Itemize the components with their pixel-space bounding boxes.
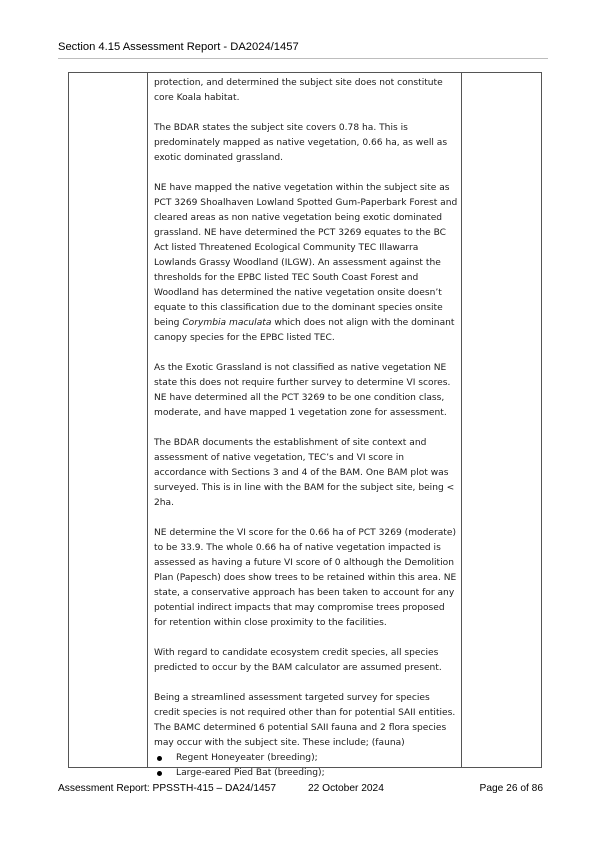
footer-page-number: Page 26 of 86 [479, 783, 543, 794]
paragraph-native-vegetation-tail: which does not align with the dominant canopy species for the EPBC listed TEC. [154, 318, 455, 343]
header-divider [58, 58, 548, 59]
fauna-bullet-list [154, 751, 458, 781]
species-name-italic: Corymbia maculata [182, 318, 272, 328]
paragraph-exotic-grassland: As the Exotic Grassland is not classified as native vegetation NE state this does not require further survey to determine VI scores. NE have determined all the PCT 3269 to be one condition class, moderate, and have mapped 1 vegetation zone for assessment. [154, 363, 451, 418]
table-column-divider-left [147, 73, 148, 767]
bullet-icon [157, 756, 162, 761]
list-item [154, 766, 458, 781]
paragraph-koala-habitat: protection, and determined the subject site does not constitute core Koala habitat. [154, 78, 443, 103]
list-item-text: Regent Honeyeater (breeding); [176, 753, 318, 763]
table-body-cell [154, 76, 458, 781]
bullet-icon [157, 771, 162, 776]
paragraph-saii-entities: Being a streamlined assessment targeted survey for species credit species is not required other than for potential SAII entities. The BAMC determined 6 potential SAII fauna and 2 flora species may occur with the subject site. These include; (fauna) [154, 693, 456, 748]
footer-report-reference: Assessment Report: PPSSTH-415 – DA24/1457 [58, 783, 277, 794]
paragraph-vi-score: NE determine the VI score for the 0.66 ha of PCT 3269 (moderate) to be 33.9. The whole 0.66 ha of native vegetation impacted is assessed as having a future VI score of 0 although the Demolition Plan (Papesch) does show trees to be retained within this area. NE state, a conservative approach has been taken to account for any potential indirect impacts that may compromise trees proposed for retention within close proximity to the facilities. [154, 528, 457, 628]
paragraph-native-vegetation [154, 181, 458, 346]
table-column-divider-right [461, 73, 462, 767]
footer-date: 22 October 2024 [308, 783, 384, 794]
paragraph-site-context: The BDAR documents the establishment of site context and assessment of native vegetation, TEC’s and VI score in accordance with Sections 3 and 4 of the BAM. One BAM plot was surveyed. This is in line with the BAM for the subject site, being < 2ha. [154, 438, 455, 508]
list-item-text: Large-eared Pied Bat (breeding); [176, 768, 325, 778]
paragraph-site-area: The BDAR states the subject site covers 0.78 ha. This is predominately mapped as native vegetation, 0.66 ha, as well as exotic dominated grassland. [154, 123, 448, 163]
page-header: Section 4.15 Assessment Report - DA2024/1457 [58, 41, 299, 53]
paragraph-ecosystem-credit: With regard to candidate ecosystem credit species, all species predicted to occur by the BAM calculator are assumed present. [154, 648, 442, 673]
paragraph-native-vegetation-text: NE have mapped the native vegetation within the subject site as PCT 3269 Shoalhaven Lowland Spotted Gum-Paperbark Forest and cleared areas as non native vegetation being exotic dominated grassland. NE have determined the PCT 3269 equates to the BC Act listed Threatened Ecological Community TEC Illawarra Lowlands Grassy Woodland (ILGW). An assessment against the thresholds for the EPBC listed TEC South Coast Forest and Woodland has determined the native vegetation onsite doesn’t equate to this classification due to the dominant species onsite being [154, 183, 458, 328]
list-item [154, 751, 458, 766]
